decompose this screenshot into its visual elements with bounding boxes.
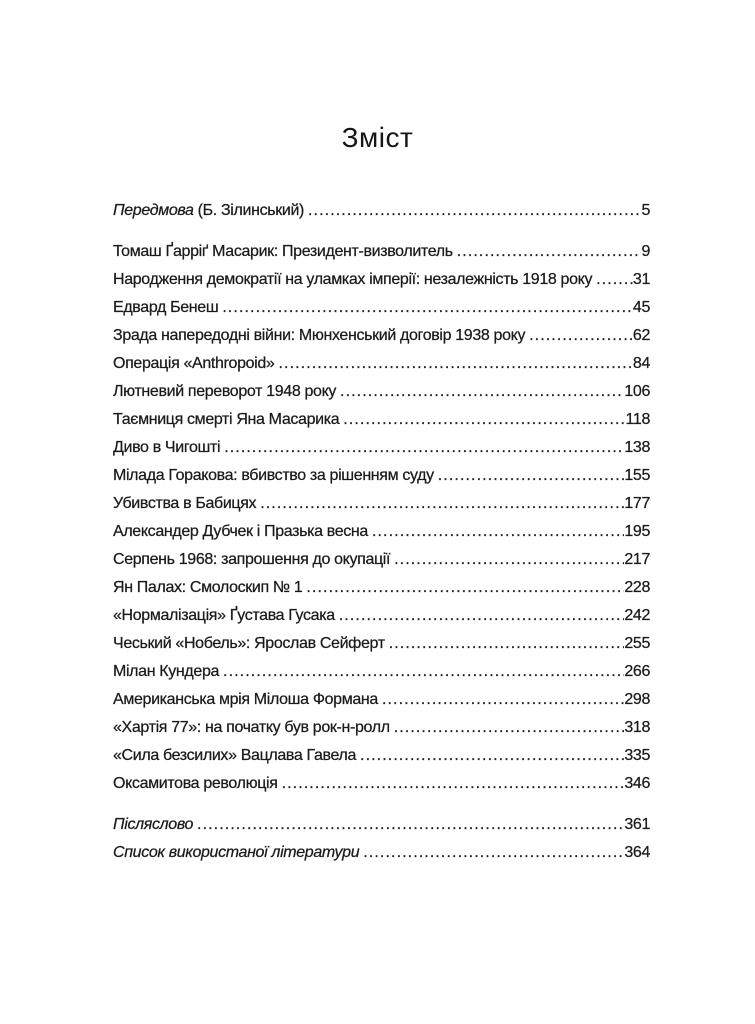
dot-leader bbox=[356, 747, 624, 765]
toc-entry-title: Операція «Anthropoid» bbox=[113, 355, 275, 372]
page-number: 45 bbox=[632, 299, 650, 316]
toc-entry bbox=[113, 551, 650, 579]
toc-entry-title-italic: Передмова bbox=[113, 202, 194, 219]
toc-entry bbox=[113, 243, 650, 271]
toc-entry-title: Чеський «Нобель»: Ярослав Сейферт bbox=[113, 635, 385, 652]
toc-entry-title: Мілан Кундера bbox=[113, 663, 220, 680]
toc-entry bbox=[113, 523, 650, 551]
toc-entry bbox=[113, 355, 650, 383]
group-gap bbox=[113, 803, 650, 816]
page-number: 195 bbox=[624, 523, 650, 540]
toc-entry-title: Зрада напередодні війни: Мюнхенський договір 1938 року bbox=[113, 327, 526, 344]
toc-entry-title: Ян Палах: Смолоскип № 1 bbox=[113, 579, 303, 596]
toc-entry-title: Лютневий переворот 1948 року bbox=[113, 383, 337, 400]
page-number: 298 bbox=[624, 691, 650, 708]
toc-entry-title: Томаш Ґарріґ Масарик: Президент-визволитель bbox=[113, 243, 453, 260]
toc-entry-title: Американська мрія Мілоша Формана bbox=[113, 691, 378, 708]
dot-leader bbox=[302, 579, 624, 597]
toc-entry bbox=[113, 691, 650, 719]
dot-leader bbox=[218, 299, 633, 317]
dot-leader bbox=[378, 691, 624, 709]
toc-entry-title bbox=[113, 202, 304, 220]
toc-entry-title: Диво в Чигошті bbox=[113, 439, 221, 456]
toc-entry bbox=[113, 411, 650, 439]
page-number: 361 bbox=[624, 816, 650, 833]
page-number: 9 bbox=[641, 243, 650, 260]
dot-leader bbox=[592, 271, 633, 289]
toc-entry-title: Народження демократії на уламках імперії: незалежність 1918 року bbox=[113, 271, 593, 288]
toc-entry bbox=[113, 271, 650, 299]
toc-entry-title: Мілада Горакова: вбивство за рішенням суду bbox=[113, 467, 434, 484]
toc-entry-title: Список використаної літератури bbox=[113, 844, 360, 861]
toc-entry-title-regular: (Б. Зілинський) bbox=[193, 202, 305, 219]
page-number: 5 bbox=[641, 202, 650, 219]
page-number: 346 bbox=[624, 775, 650, 792]
page-number: 266 bbox=[624, 663, 650, 680]
toc-entry-title: Александер Дубчек і Празька весна bbox=[113, 523, 368, 540]
toc-entry bbox=[113, 439, 650, 467]
toc-list bbox=[113, 202, 650, 872]
dot-leader bbox=[368, 523, 624, 541]
toc-entry-title: «Хартія 77»: на початку був рок-н-ролл bbox=[113, 719, 390, 736]
dot-leader bbox=[339, 411, 625, 429]
page-number: 177 bbox=[624, 495, 650, 512]
page-number: 155 bbox=[624, 467, 650, 484]
toc-entry bbox=[113, 635, 650, 663]
dot-leader bbox=[434, 467, 625, 485]
dot-leader bbox=[390, 719, 625, 737]
dot-leader bbox=[525, 327, 633, 345]
toc-entry bbox=[113, 383, 650, 411]
toc-entry-title: Едвард Бенеш bbox=[113, 299, 219, 316]
toc-entry bbox=[113, 202, 650, 230]
toc-entry bbox=[113, 467, 650, 495]
page-number: 62 bbox=[632, 327, 650, 344]
toc-entry-title: Серпень 1968: запрошення до окупації bbox=[113, 551, 391, 568]
page-number: 31 bbox=[632, 271, 650, 288]
page-number: 217 bbox=[624, 551, 650, 568]
page-number: 255 bbox=[624, 635, 650, 652]
page-number: 335 bbox=[624, 747, 650, 764]
group-gap bbox=[113, 230, 650, 243]
toc-entry bbox=[113, 844, 650, 872]
dot-leader bbox=[390, 551, 624, 569]
page-number: 118 bbox=[625, 411, 650, 428]
toc-entry-title: Таємниця смерті Яна Масарика bbox=[113, 411, 340, 428]
page-number: 242 bbox=[624, 607, 650, 624]
dot-leader bbox=[256, 495, 624, 513]
toc-entry bbox=[113, 747, 650, 775]
toc-entry bbox=[113, 775, 650, 803]
page-number: 84 bbox=[632, 355, 650, 372]
dot-leader bbox=[385, 635, 625, 653]
dot-leader bbox=[359, 844, 624, 862]
toc-entry bbox=[113, 299, 650, 327]
dot-leader bbox=[453, 243, 642, 261]
toc-entry-title: Убивства в Бабицях bbox=[113, 495, 257, 512]
toc-entry-title: «Нормалізація» Ґустава Гусака bbox=[113, 607, 335, 624]
toc-entry bbox=[113, 816, 650, 844]
dot-leader bbox=[335, 607, 625, 625]
dot-leader bbox=[336, 383, 624, 401]
toc-entry bbox=[113, 719, 650, 747]
page-number: 364 bbox=[624, 844, 650, 861]
dot-leader bbox=[219, 663, 624, 681]
toc-entry bbox=[113, 579, 650, 607]
page-number: 138 bbox=[624, 439, 650, 456]
page-number: 228 bbox=[624, 579, 650, 596]
toc-entry bbox=[113, 327, 650, 355]
toc-entry bbox=[113, 663, 650, 691]
dot-leader bbox=[193, 816, 624, 834]
page-number: 106 bbox=[624, 383, 650, 400]
dot-leader bbox=[278, 775, 625, 793]
toc-entry-title: «Сила безсилих» Вацлава Гавела bbox=[113, 747, 357, 764]
dot-leader bbox=[220, 439, 624, 457]
toc-entry bbox=[113, 607, 650, 635]
toc-entry bbox=[113, 495, 650, 523]
page-title: Зміст bbox=[341, 122, 414, 153]
page-number: 318 bbox=[624, 719, 650, 736]
dot-leader bbox=[304, 202, 641, 220]
toc-entry-title: Післяслово bbox=[113, 816, 194, 833]
toc-entry-title: Оксамитова революція bbox=[113, 775, 278, 792]
dot-leader bbox=[274, 355, 632, 373]
